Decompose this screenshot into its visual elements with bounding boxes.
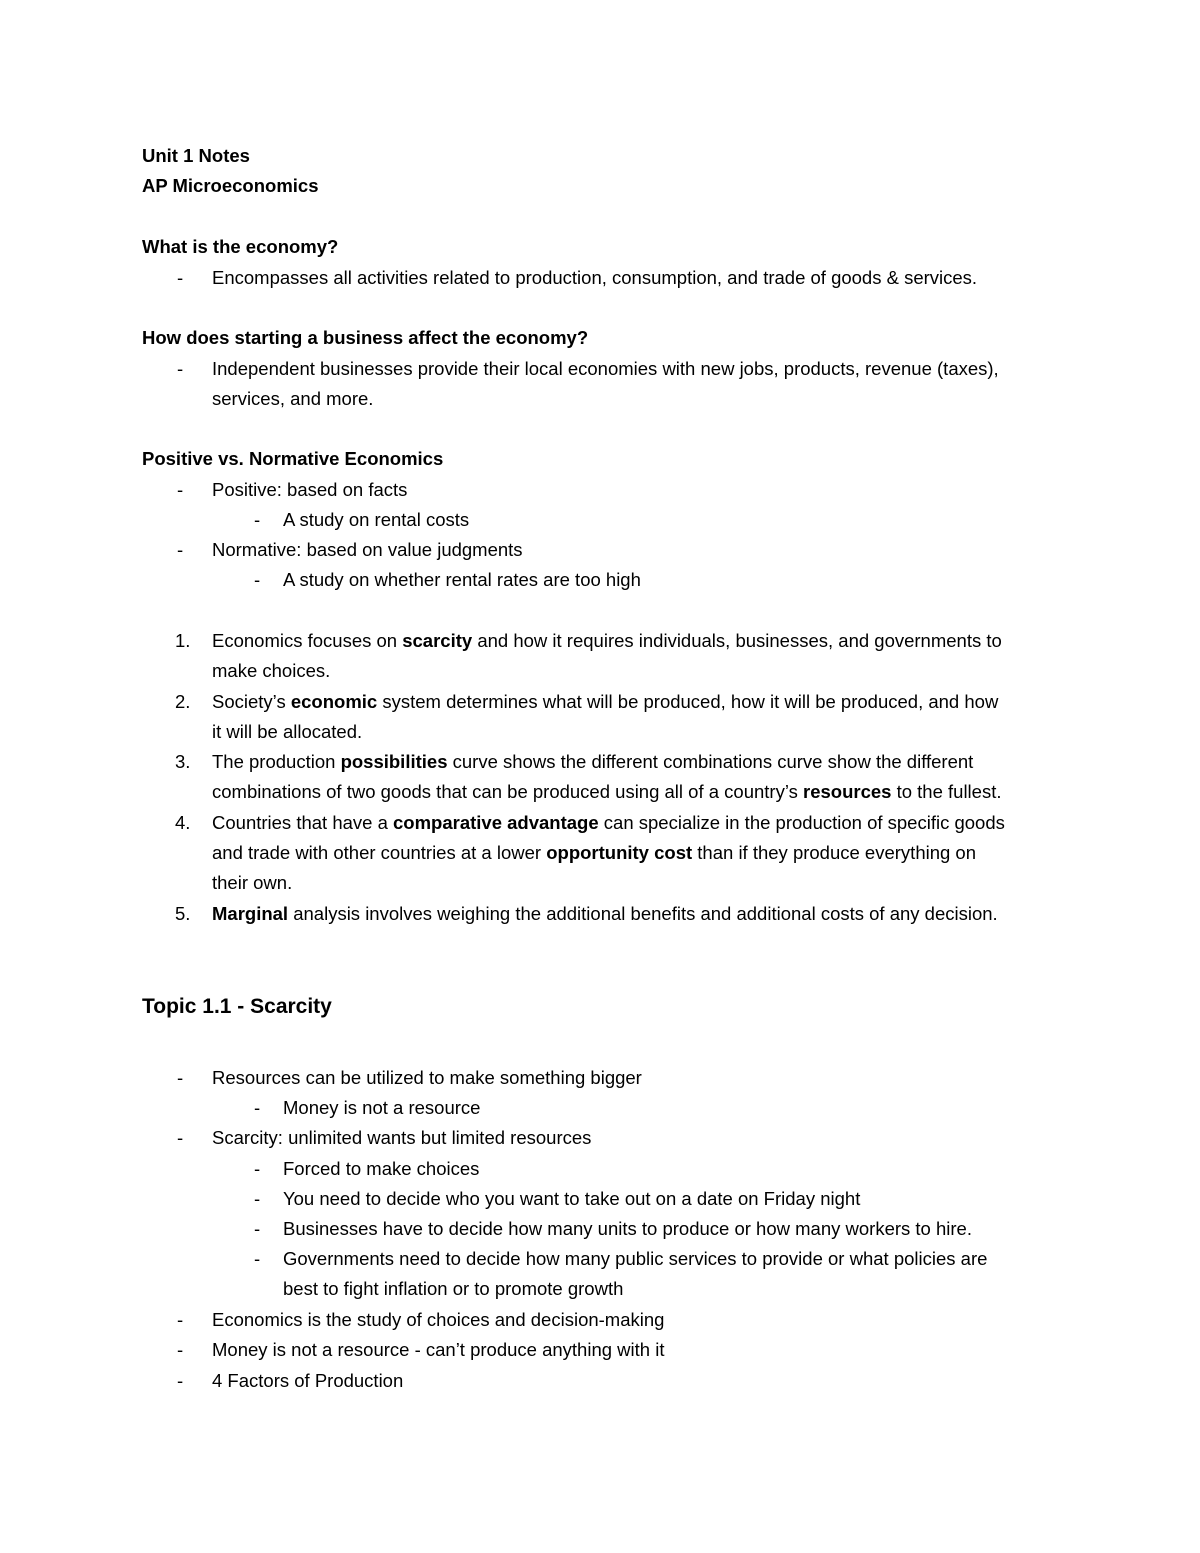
bullet-text: Money is not a resource	[283, 1097, 481, 1118]
bullet-dash: -	[254, 569, 261, 590]
heading-positive-normative: Positive vs. Normative Economics	[142, 448, 444, 469]
item-number: 2.	[175, 691, 191, 712]
bullet-dash: -	[254, 1097, 261, 1118]
item-text: Society’s economic system determines what will be produced, how it will be produced, and how	[212, 691, 999, 712]
item-text: Countries that have a comparative advantage can specialize in the production of specific goods	[212, 812, 1005, 833]
topic-heading: Topic 1.1 - Scarcity	[142, 995, 332, 1018]
bullet-dash: -	[177, 479, 184, 500]
doc-title: Unit 1 Notes	[142, 145, 250, 166]
bullet-text: A study on rental costs	[283, 509, 470, 530]
bullet-dash: -	[177, 1309, 184, 1330]
bullet-dash: -	[254, 1188, 261, 1209]
bullet-text: Resources can be utilized to make something bigger	[212, 1067, 642, 1088]
bullet-dash: -	[177, 1370, 184, 1391]
bullet-text-continued: best to fight inflation or to promote growth	[283, 1278, 624, 1299]
item-text-continued: it will be allocated.	[212, 721, 363, 742]
heading-economy: What is the economy?	[142, 236, 339, 257]
item-text: Marginal analysis involves weighing the additional benefits and additional costs of any decision.	[212, 903, 998, 924]
bullet-dash: -	[254, 509, 261, 530]
bullet-text: Independent businesses provide their local economies with new jobs, products, revenue (taxes),	[212, 358, 999, 379]
item-text: The production possibilities curve shows the different combinations curve show the different	[212, 751, 974, 772]
bullet-text: Forced to make choices	[283, 1158, 480, 1179]
bullet-dash: -	[254, 1218, 261, 1239]
bullet-text: Economics is the study of choices and decision-making	[212, 1309, 665, 1330]
bullet-dash: -	[177, 1339, 184, 1360]
item-number: 3.	[175, 751, 191, 772]
bullet-dash: -	[254, 1158, 261, 1179]
item-text-continued: combinations of two goods that can be produced using all of a country’s resources to the fullest.	[212, 781, 1002, 802]
bullet-dash: -	[177, 1067, 184, 1088]
bullet-text: Governments need to decide how many public services to provide or what policies are	[283, 1248, 988, 1269]
bullet-dash: -	[177, 267, 184, 288]
bullet-text: Normative: based on value judgments	[212, 539, 523, 560]
item-text: Economics focuses on scarcity and how it requires individuals, businesses, and governments to	[212, 630, 1002, 651]
course-name: AP Microeconomics	[142, 175, 319, 196]
bullet-dash: -	[177, 358, 184, 379]
bullet-text: Businesses have to decide how many units to produce or how many workers to hire.	[283, 1218, 972, 1239]
bullet-dash: -	[177, 539, 184, 560]
item-number: 4.	[175, 812, 191, 833]
bullet-dash: -	[177, 1127, 184, 1148]
bullet-text: A study on whether rental rates are too high	[283, 569, 641, 590]
bullet-text: Money is not a resource - can’t produce anything with it	[212, 1339, 665, 1360]
heading-business: How does starting a business affect the economy?	[142, 327, 589, 348]
bullet-text-continued: services, and more.	[212, 388, 374, 409]
item-text-continued: make choices.	[212, 660, 331, 681]
bullet-text: Positive: based on facts	[212, 479, 408, 500]
item-text-continued: and trade with other countries at a lower opportunity cost than if they produce everything on	[212, 842, 977, 863]
bullet-dash: -	[254, 1248, 261, 1269]
item-number: 1.	[175, 630, 191, 651]
item-text-continued: their own.	[212, 872, 293, 893]
bullet-text: 4 Factors of Production	[212, 1370, 404, 1391]
bullet-text: Scarcity: unlimited wants but limited resources	[212, 1127, 592, 1148]
bullet-text: You need to decide who you want to take out on a date on Friday night	[283, 1188, 861, 1209]
bullet-text: Encompasses all activities related to production, consumption, and trade of goods & services.	[212, 267, 978, 288]
item-number: 5.	[175, 903, 191, 924]
